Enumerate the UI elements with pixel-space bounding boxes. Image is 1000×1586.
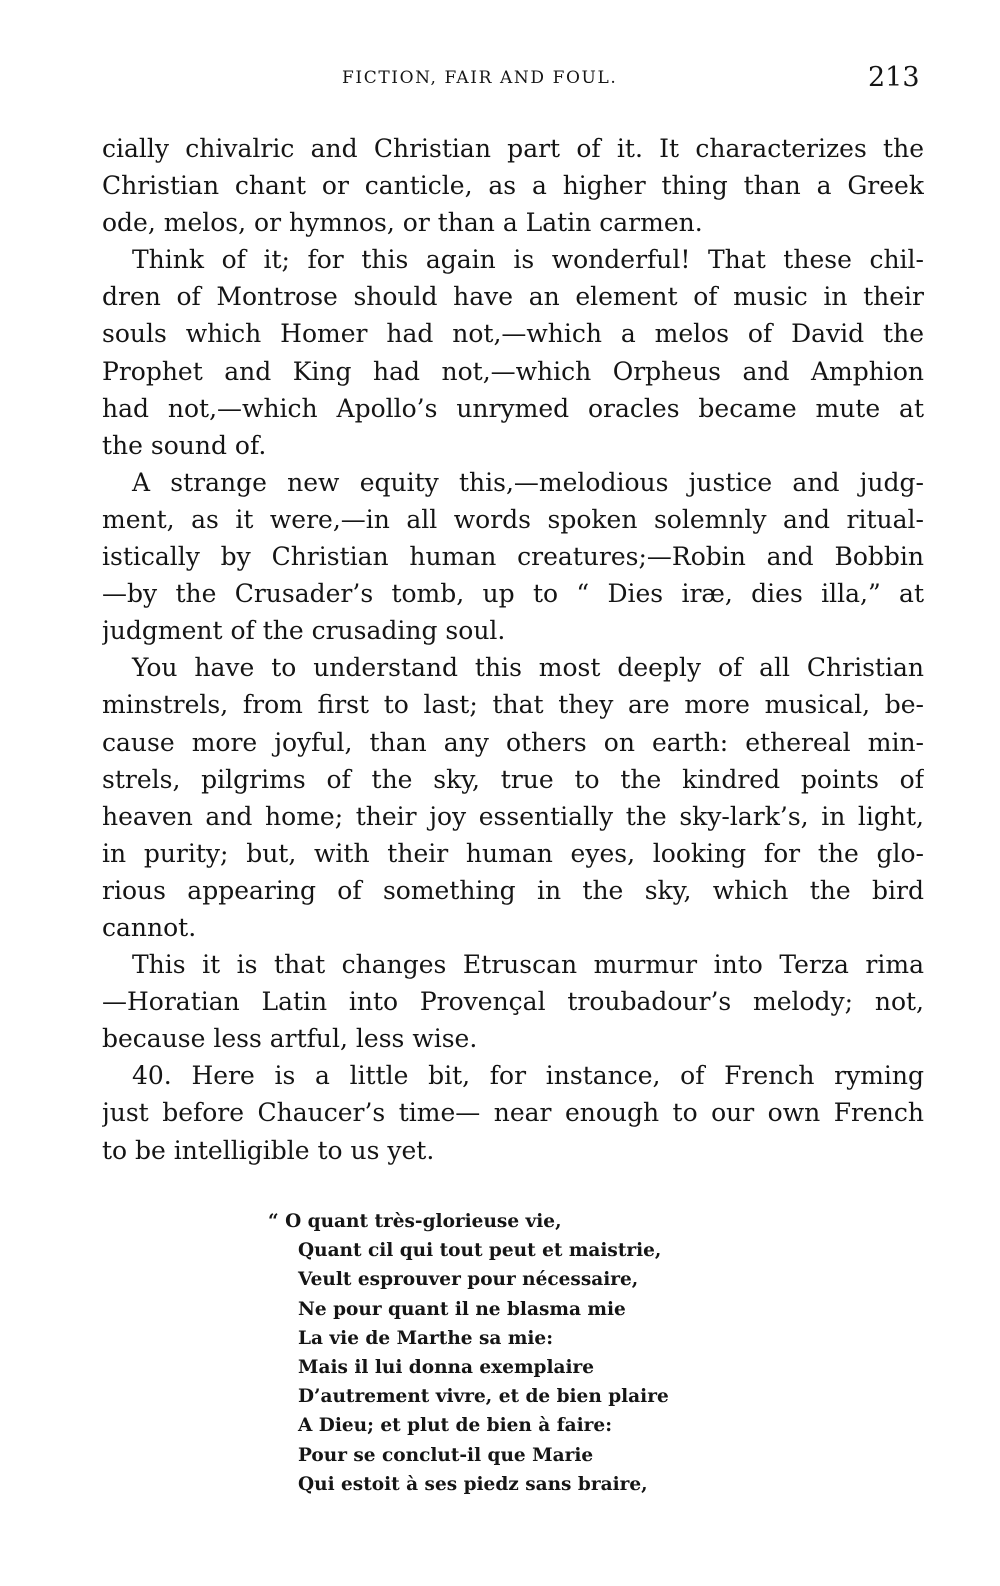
text-line: You have to understand this most deeply of all Christian xyxy=(132,653,924,683)
text-line: in purity; but, with their human eyes, looking for the glo- xyxy=(102,838,924,868)
text-line: dren of Montrose should have an element of music in their xyxy=(102,282,924,312)
text-line: —Horatian Latin into Provençal troubadour’s melody; not, xyxy=(102,987,924,1017)
text-line: Think of it; for this again is wonderful! That these chil- xyxy=(132,245,924,275)
verse-line: Quant cil qui tout peut et maistrie, xyxy=(298,1240,662,1262)
text-line: Christian chant or canticle, as a higher thing than a Greek xyxy=(102,171,924,201)
text-line: because less artful, less wise. xyxy=(102,1024,478,1054)
verse-line: Ne pour quant il ne blasma mie xyxy=(298,1298,626,1320)
text-line: cially chivalric and Christian part of it. It characterizes the xyxy=(102,134,924,163)
page-number: 213 xyxy=(868,62,920,93)
text-line: heaven and home; their joy essentially the sky-lark’s, in light, xyxy=(102,801,924,831)
text-line: judgment of the crusading soul. xyxy=(102,616,506,646)
running-head xyxy=(0,62,1000,96)
text-line: cause more joyful, than any others on earth: ethereal min- xyxy=(102,727,924,757)
verse-line: Qui estoit à ses piedz sans braire, xyxy=(298,1473,648,1495)
text-line: just before Chaucer’s time— near enough to our own French xyxy=(102,1098,924,1128)
verse-line: “ O quant très-glorieuse vie, xyxy=(268,1211,562,1232)
text-line: This it is that changes Etruscan murmur into Terza rima xyxy=(132,950,924,980)
body-text xyxy=(102,130,924,1169)
text-line: minstrels, from first to last; that they are more musical, be- xyxy=(102,690,924,720)
text-line: cannot. xyxy=(102,912,197,942)
verse-line: Mais il lui donna exemplaire xyxy=(298,1356,595,1378)
verse-line: Pour se conclut-il que Marie xyxy=(298,1444,594,1466)
text-line: —by the Crusader’s tomb, up to “ Dies iræ, dies illa,” at xyxy=(102,579,924,609)
verse-line: La vie de Marthe sa mie: xyxy=(298,1327,554,1349)
verse-line: A Dieu; et plut de bien à faire: xyxy=(298,1415,613,1437)
text-line: ment, as it were,—in all words spoken solemnly and ritual- xyxy=(102,504,924,534)
verse-line: Veult esprouver pour nécessaire, xyxy=(298,1269,639,1291)
text-line: the sound of. xyxy=(102,430,267,460)
text-line: Prophet and King had not,—which Orpheus and Amphion xyxy=(102,356,924,386)
text-line: ode, melos, or hymnos, or than a Latin carmen. xyxy=(102,208,703,238)
text-line: rious appearing of something in the sky, which the bird xyxy=(102,875,924,905)
text-line: istically by Christian human creatures;—Robin and Bobbin xyxy=(102,542,924,572)
text-line: had not,—which Apollo’s unrymed oracles became mute at xyxy=(102,393,924,423)
text-line: A strange new equity this,—melodious justice and judg- xyxy=(132,467,924,497)
running-title: FICTION, FAIR AND FOUL. xyxy=(342,68,618,88)
verse-quotation xyxy=(268,1207,768,1499)
text-line: strels, pilgrims of the sky, true to the kindred points of xyxy=(102,764,924,794)
text-line: 40. Here is a little bit, for instance, of French ryming xyxy=(132,1061,924,1091)
text-line: souls which Homer had not,—which a melos of David the xyxy=(102,319,924,349)
verse-line: D’autrement vivre, et de bien plaire xyxy=(298,1386,669,1408)
text-line: to be intelligible to us yet. xyxy=(102,1135,435,1165)
